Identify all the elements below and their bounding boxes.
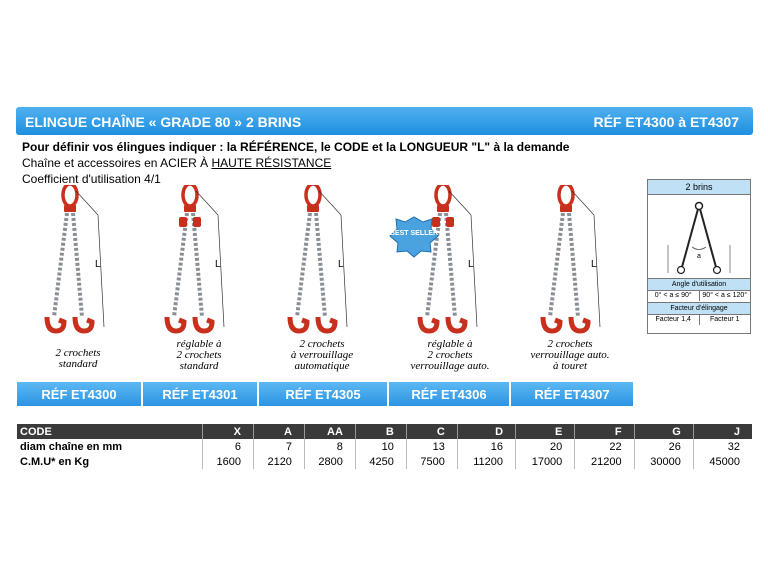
- instructions-text: Pour définir vos élingues indiquer : la RÉFÉRENCE, le CODE et la LONGUEUR "L" à la demande: [22, 140, 570, 154]
- angle-title: Angle d'utilisation: [648, 278, 750, 291]
- table-cell: 11200: [457, 454, 515, 469]
- caption-line: standard: [58, 358, 98, 370]
- table-cell: 2120: [253, 454, 304, 469]
- dimension-line: [594, 215, 600, 327]
- table-header-cell: E: [516, 424, 575, 439]
- table-cell: diam chaîne en mm: [20, 440, 123, 453]
- factor-value-2: Facteur 1: [699, 314, 751, 325]
- two-leg-diagram: [648, 195, 750, 277]
- coefficient-text: Coefficient d'utilisation 4/1: [22, 172, 161, 186]
- caption-line: 2 crochets: [547, 338, 593, 350]
- table-row: [17, 454, 752, 469]
- hook-right: [448, 317, 465, 331]
- chain-leg-left: [54, 213, 67, 317]
- table-cell: 7: [253, 439, 304, 454]
- table-header-cell: G: [634, 424, 693, 439]
- dimension-line: [572, 191, 594, 215]
- master-link: [436, 185, 450, 206]
- coupling-link: [307, 205, 319, 212]
- angle-symbol: a: [697, 253, 701, 260]
- dimension-line: [449, 191, 471, 215]
- table-header-cell: AA: [304, 424, 355, 439]
- caption-line: 2 crochets: [299, 338, 345, 350]
- material-text: [22, 156, 331, 170]
- specifications-table: [17, 424, 752, 469]
- caption-line: réglable à: [427, 338, 473, 350]
- master-link: [559, 185, 573, 206]
- hook-right: [75, 317, 92, 331]
- length-label: L: [338, 259, 344, 270]
- chain-leg-right: [193, 213, 202, 317]
- dimension-line: [76, 191, 98, 215]
- chain-leg-left: [550, 213, 563, 317]
- length-label: L: [468, 259, 474, 270]
- table-cell: 17000: [516, 454, 575, 469]
- hook-right: [318, 317, 335, 331]
- table-cell: 20: [516, 439, 575, 454]
- table-header-cell: D: [457, 424, 515, 439]
- material-text-a: Chaîne et accessoires en ACIER À: [22, 156, 212, 170]
- shortening-clutch-right: [193, 217, 201, 227]
- table-header-cell: CODE: [17, 424, 203, 439]
- table-row: [17, 439, 752, 454]
- chain-leg-right: [73, 213, 82, 317]
- shortening-clutch-left: [432, 217, 440, 227]
- angle-value-2: 90° < a ≤ 120°: [699, 290, 751, 301]
- hook-right: [571, 317, 588, 331]
- master-link: [63, 185, 77, 206]
- chain-leg-right: [446, 213, 455, 317]
- dimension-line: [471, 215, 477, 327]
- ref-et4306: RÉF ET4306: [389, 382, 511, 406]
- table-header-row: [17, 424, 752, 439]
- table-header-cell: J: [693, 424, 752, 439]
- shortening-clutch-left: [179, 217, 187, 227]
- caption-et4301: [139, 339, 259, 372]
- hook-left: [420, 317, 437, 331]
- hook-left: [290, 317, 307, 331]
- hook-right: [195, 317, 212, 331]
- table-header-cell: B: [355, 424, 406, 439]
- reference-bar: [17, 382, 633, 406]
- caption-line: verrouillage auto.: [410, 360, 490, 372]
- best-seller-badge-text: BEST SELLER: [389, 230, 439, 237]
- coupling-link: [560, 205, 572, 212]
- table-header-cell: X: [203, 424, 254, 439]
- caption-line: à touret: [552, 360, 588, 372]
- caption-line: verrouillage auto.: [530, 349, 610, 361]
- angle-values: [648, 290, 750, 301]
- length-label: L: [591, 259, 597, 270]
- table-cell: 13: [406, 439, 457, 454]
- chain-leg-left: [297, 213, 310, 317]
- angle-info-box: [647, 179, 751, 334]
- table-cell: 22: [575, 439, 634, 454]
- ref-et4305: RÉF ET4305: [259, 382, 389, 406]
- caption-et4300: [18, 348, 138, 370]
- table-cell: 30000: [634, 454, 693, 469]
- ref-et4301: RÉF ET4301: [143, 382, 259, 406]
- chain-leg-right: [316, 213, 325, 317]
- hook-left: [167, 317, 184, 331]
- length-label: L: [95, 259, 101, 270]
- table-cell: 6: [203, 439, 254, 454]
- shortening-clutch-right: [446, 217, 454, 227]
- table-cell: 21200: [575, 454, 634, 469]
- table-header-cell: F: [575, 424, 634, 439]
- chain-leg-right: [569, 213, 578, 317]
- hook-left: [47, 317, 64, 331]
- table-cell: 45000: [693, 454, 752, 469]
- factor-value-1: Facteur 1,4: [655, 316, 691, 323]
- table-cell: 32: [693, 439, 752, 454]
- factor-title: Facteur d'élingage: [648, 302, 750, 315]
- coupling-link: [64, 205, 76, 212]
- coupling-link: [437, 205, 449, 212]
- dimension-line: [319, 191, 341, 215]
- table-cell: 10: [355, 439, 406, 454]
- table-cell: 8: [304, 439, 355, 454]
- angle-value-1: 0° < a ≤ 90°: [654, 292, 692, 299]
- hook-left: [543, 317, 560, 331]
- info-box-title: 2 brins: [648, 180, 750, 195]
- caption-line: 2 crochets: [55, 347, 101, 359]
- ref-et4307: RÉF ET4307: [511, 382, 633, 406]
- table-header-cell: C: [406, 424, 457, 439]
- master-link: [306, 185, 320, 206]
- chain-leg-left: [174, 213, 187, 317]
- caption-et4306: [390, 339, 510, 372]
- title-banner: [16, 107, 753, 135]
- caption-line: standard: [179, 360, 219, 372]
- caption-line: automatique: [294, 360, 350, 372]
- ref-et4300: RÉF ET4300: [17, 382, 143, 406]
- table-cell: 2800: [304, 454, 355, 469]
- best-seller-badge: [390, 217, 438, 257]
- sling-illustrations: [0, 185, 640, 345]
- table-cell: 7500: [406, 454, 457, 469]
- table-cell: 1600: [203, 454, 254, 469]
- coupling-link: [184, 205, 196, 212]
- caption-et4305: [262, 339, 382, 372]
- caption-line: 2 crochets: [176, 349, 222, 361]
- table-cell: 4250: [355, 454, 406, 469]
- page-title: ELINGUE CHAÎNE « GRADE 80 » 2 BRINS: [25, 114, 302, 130]
- dimension-line: [98, 215, 104, 327]
- table-cell: 16: [457, 439, 515, 454]
- caption-line: à verrouillage: [290, 349, 354, 361]
- caption-line: réglable à: [176, 338, 222, 350]
- table-cell: 26: [634, 439, 693, 454]
- material-text-b: HAUTE RÉSISTANCE: [211, 156, 332, 170]
- table-cell: C.M.U* en Kg: [20, 455, 90, 468]
- dimension-line: [196, 191, 218, 215]
- master-link: [183, 185, 197, 206]
- caption-line: 2 crochets: [427, 349, 473, 361]
- reference-range: RÉF ET4300 à ET4307: [593, 114, 739, 130]
- caption-et4307: [510, 339, 630, 372]
- table-header-cell: A: [253, 424, 304, 439]
- dimension-line: [218, 215, 224, 327]
- dimension-line: [341, 215, 347, 327]
- length-label: L: [215, 259, 221, 270]
- factor-values: [648, 314, 750, 325]
